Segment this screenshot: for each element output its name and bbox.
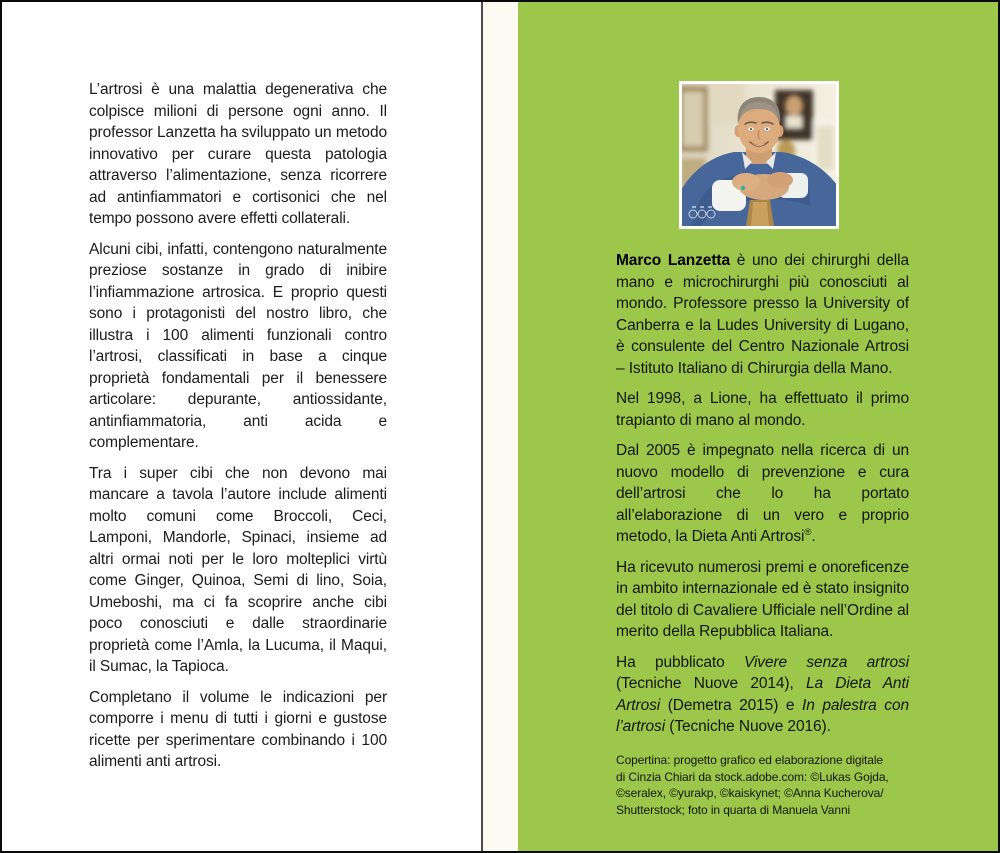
flap-paragraph-4: Completano il volume le indicazioni per comporre i menu di tutti i giorni e gustose ricette per sperimentare combinando i 100 alimenti anti artrosi. <box>89 688 387 770</box>
author-portrait-illustration <box>682 84 836 226</box>
flap-paragraph-1: L’artrosi è una malattia degenerativa che colpisce milioni di persone ogni anno. Il professor Lanzetta ha sviluppato un metodo innovativo per curare questa patologia attraverso l’alimentazione, senza ricorrere ad antinfiammatori e cortisonici che nel tempo possono avere effetti collaterali. <box>89 81 387 227</box>
flap-description <box>89 79 387 782</box>
credits-line-1: Copertina: progetto grafico ed elaborazione digitale <box>616 753 883 767</box>
flap-paragraph-2: Alcuni cibi, infatti, contengono naturalmente preziose sostanze in grado di inibire l’infiammazione artrosica. E proprio questi sono i protagonisti del nostro libro, che illustra i 100 alimenti funzionali contro l’artrosi, classificati in base a cinque proprietà fondamentali per il benessere articolare: depurante, antiossidante, antinfiammatoria, anti acida e complementare. <box>89 240 387 451</box>
credits-line-4: Shutterstock; foto in quarta di Manuela Vanni <box>616 802 851 817</box>
cover-credits <box>616 752 889 818</box>
back-cover <box>518 2 998 851</box>
page-edge-strip <box>483 2 518 851</box>
bio-paragraph-3: Dal 2005 è impegnato nella ricerca di un nuovo modello di prevenzione e cura dell’artrosi che lo ha portato all’elaborazione di un vero e proprio metodo, la Dieta Anti Artrosi®. <box>616 442 909 545</box>
bio-paragraph-5: Ha pubblicato Vivere senza artrosi (Tecniche Nuove 2014), La Dieta Anti Artrosi (Demetra 2015) e In palestra con l’artrosi (Tecniche Nuove 2016). <box>616 653 910 735</box>
credits-line-2: di Cinzia Chiari da stock.adobe.com: ©Lukas Gojda, <box>616 769 889 784</box>
bio-paragraph-4: Ha ricevuto numerosi premi e onoreficenze in ambito internazionale ed è stato insignito del titolo di Cavaliere Ufficiale nell’Ordine al merito della Repubblica Italiana. <box>616 558 910 640</box>
author-bio <box>616 250 909 747</box>
bio-paragraph-2: Nel 1998, a Lione, ha effettuato il primo trapianto di mano al mondo. <box>616 390 909 429</box>
flap-paragraph-3: Tra i super cibi che non devono mai mancare a tavola l’autore include alimenti molto comuni come Broccoli, Ceci, Lamponi, Mandorle, Spinaci, insieme ad altri ormai noti per le loro molteplici virtù come Ginger, Quinoa, Semi di lino, Soia, Umeboshi, ma ci fa scoprire anche cibi poco conosciuti e dalle straordinarie proprietà come l’Amla, la Lucuma, il Maqui, il Sumac, la Tapioca. <box>89 464 387 675</box>
credits-line-3: ©seralex, ©yurakp, ©kaiskynet; ©Anna Kucherova/ <box>616 786 884 800</box>
left-flap <box>2 2 481 851</box>
bio-paragraph-1: Marco Lanzetta è uno dei chirurghi della mano e microchirurghi più conosciuti al mondo. Professore presso la University of Canberra e la Ludes University di Lugano, è consulente del Centro Nazionale Artrosi – Istituto Italiano di Chirurgia della Mano. <box>616 252 909 377</box>
author-photo <box>679 81 839 229</box>
